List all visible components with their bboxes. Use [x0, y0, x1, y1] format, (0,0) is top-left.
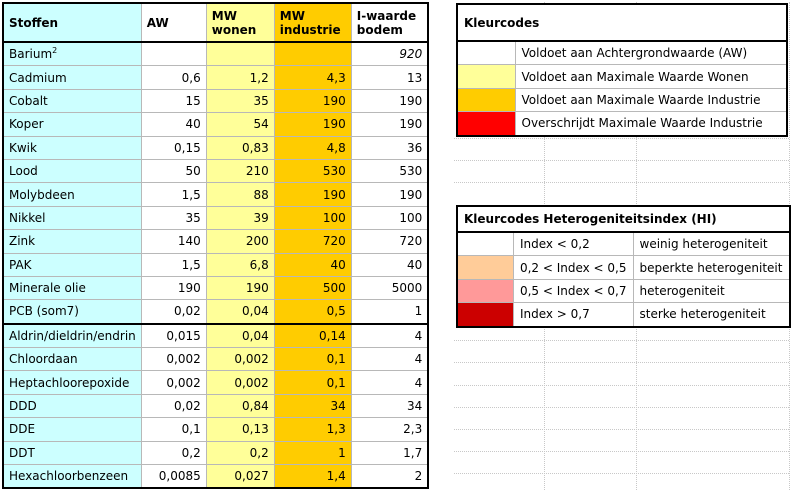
aw-value-text: 1,5	[181, 187, 201, 202]
aw-value	[141, 300, 206, 324]
mw-wonen-value-text: 0,2	[249, 445, 269, 460]
header-mw-wonen-line1: MW	[211, 8, 237, 23]
stof-name-text: DDD	[9, 399, 37, 414]
aw-value-text: 1,5	[181, 257, 201, 272]
mw-wonen-value	[206, 441, 274, 464]
mw-wonen-value	[206, 276, 274, 299]
mw-wonen-value	[206, 465, 274, 489]
aw-value	[141, 348, 206, 371]
table-row	[3, 253, 428, 276]
grid-line	[454, 362, 789, 363]
mw-wonen-value-text: 190	[245, 281, 269, 296]
stof-name	[3, 89, 141, 112]
header-aw: AW	[141, 3, 206, 42]
stof-name	[3, 159, 141, 182]
aw-value-text: 0,002	[166, 352, 201, 367]
aw-value	[141, 113, 206, 136]
table-row	[3, 66, 428, 89]
table-row	[3, 394, 428, 417]
stof-name-text: Barium	[9, 47, 53, 62]
mw-industrie-value-text: 500	[322, 281, 346, 296]
aw-value	[141, 230, 206, 253]
header-i-waarde-bodem	[351, 3, 428, 42]
mw-wonen-value-text: 0,84	[242, 399, 269, 414]
kleurcodes-title: Kleurcodes	[457, 4, 787, 41]
stof-name-text: DDT	[9, 445, 35, 460]
hi-label: beperkte heterogeniteit	[633, 256, 790, 279]
i-waarde-value-text: 36	[406, 140, 423, 155]
footnote-marker: 2	[52, 46, 58, 56]
mw-wonen-value-text: 0,027	[234, 469, 269, 484]
aw-value-text: 0,02	[174, 304, 201, 319]
aw-value	[141, 465, 206, 489]
kleurcodes-title-row	[457, 4, 787, 41]
aw-value	[141, 89, 206, 112]
mw-industrie-value-text: 40	[330, 257, 346, 272]
i-waarde-value-text: 5000	[391, 281, 423, 296]
hi-legend-row	[457, 256, 790, 279]
mw-industrie-value	[274, 371, 351, 394]
table-row	[3, 465, 428, 489]
aw-value	[141, 42, 206, 66]
stof-name	[3, 253, 141, 276]
table-row	[3, 371, 428, 394]
i-waarde-value	[351, 206, 428, 229]
color-swatch	[457, 88, 515, 111]
stof-name	[3, 300, 141, 324]
mw-industrie-value-text: 100	[322, 210, 346, 225]
header-mw-wonen	[206, 3, 274, 42]
mw-industrie-value-text: 530	[322, 164, 346, 179]
mw-wonen-value	[206, 230, 274, 253]
stof-name-text: Lood	[9, 164, 38, 179]
i-waarde-value-text: 13	[406, 70, 423, 85]
mw-industrie-value-text: 0,1	[326, 375, 346, 390]
i-waarde-value-text: 4	[414, 328, 423, 343]
i-waarde-value	[351, 159, 428, 182]
i-waarde-value	[351, 253, 428, 276]
stof-name-text: DDE	[9, 422, 36, 437]
mw-wonen-value-text: 0,83	[242, 140, 269, 155]
mw-wonen-value-text: 54	[253, 117, 269, 132]
table-row	[3, 89, 428, 112]
i-waarde-value	[351, 441, 428, 464]
i-waarde-value	[351, 66, 428, 89]
mw-industrie-value-text: 1,3	[326, 422, 346, 437]
i-waarde-value-text: 100	[399, 210, 423, 225]
mw-wonen-value	[206, 42, 274, 66]
mw-industrie-value-text: 190	[322, 117, 346, 132]
aw-value	[141, 371, 206, 394]
mw-wonen-value-text: 1,2	[249, 70, 269, 85]
mw-wonen-value-text: 0,002	[234, 352, 269, 367]
aw-value-text: 40	[185, 117, 201, 132]
mw-wonen-value-text: 210	[245, 164, 269, 179]
table-row	[3, 230, 428, 253]
stof-name-text: Nikkel	[9, 210, 46, 225]
color-swatch	[457, 112, 515, 136]
i-waarde-value-text: 920	[399, 47, 423, 62]
i-waarde-value-text: 2	[414, 469, 423, 484]
kleurcodes-legend	[456, 3, 788, 137]
mw-wonen-value	[206, 348, 274, 371]
stof-name	[3, 136, 141, 159]
header-stoffen: Stoffen	[3, 3, 141, 42]
aw-value-text: 50	[185, 164, 201, 179]
stof-name	[3, 465, 141, 489]
color-swatch	[457, 232, 513, 256]
mw-industrie-value-text: 190	[322, 93, 346, 108]
mw-industrie-value	[274, 394, 351, 417]
stof-name-text: Aldrin/dieldrin/endrin	[9, 328, 136, 343]
i-waarde-value	[351, 113, 428, 136]
mw-wonen-value-text: 88	[253, 187, 269, 202]
mw-wonen-value-text: 0,13	[242, 422, 269, 437]
aw-value	[141, 418, 206, 441]
legend-row	[457, 88, 787, 111]
header-mw-wonen-line2: wonen	[211, 22, 257, 37]
mw-wonen-value-text: 200	[245, 234, 269, 249]
mw-wonen-value	[206, 159, 274, 182]
aw-value	[141, 441, 206, 464]
color-swatch	[457, 65, 515, 88]
hi-label: sterke heterogeniteit	[633, 303, 790, 327]
legend-label: Voldoet aan Achtergrondwaarde (AW)	[515, 41, 787, 65]
stoffen-table	[2, 2, 429, 489]
grid-line	[454, 160, 789, 161]
stof-name-text: PCB (som7)	[9, 304, 79, 319]
grid-line	[454, 138, 789, 139]
mw-industrie-value	[274, 136, 351, 159]
mw-wonen-value	[206, 206, 274, 229]
stof-name	[3, 348, 141, 371]
legend-row	[457, 41, 787, 65]
aw-value-text: 0,6	[181, 70, 201, 85]
mw-wonen-value-text: 39	[253, 210, 269, 225]
i-waarde-value-text: 40	[406, 257, 423, 272]
i-waarde-value-text: 190	[399, 187, 423, 202]
stof-name	[3, 324, 141, 348]
grid-line	[454, 182, 789, 183]
aw-value-text: 0,015	[166, 328, 201, 343]
stof-name	[3, 42, 141, 66]
aw-value	[141, 66, 206, 89]
hi-label: heterogeniteit	[633, 279, 790, 302]
aw-value	[141, 183, 206, 206]
i-waarde-value-text: 1	[414, 304, 423, 319]
mw-industrie-value	[274, 418, 351, 441]
table-row	[3, 418, 428, 441]
stof-name-text: Hexachloorbenzeen	[9, 469, 129, 484]
i-waarde-value	[351, 324, 428, 348]
hi-legend-row	[457, 303, 790, 327]
mw-industrie-value-text: 0,1	[326, 352, 346, 367]
header-row	[3, 3, 428, 42]
color-swatch	[457, 279, 513, 302]
table-row	[3, 42, 428, 66]
hi-label: weinig heterogeniteit	[633, 232, 790, 256]
hi-title-row	[457, 206, 790, 232]
stof-name	[3, 276, 141, 299]
aw-value	[141, 253, 206, 276]
table-row	[3, 441, 428, 464]
hi-legend	[456, 205, 791, 328]
aw-value-text: 35	[185, 210, 201, 225]
hi-legend-row	[457, 279, 790, 302]
stof-name-text: Koper	[9, 117, 44, 132]
legend-row	[457, 112, 787, 136]
mw-wonen-value	[206, 253, 274, 276]
header-mw-industrie-line2: industrie	[279, 22, 341, 37]
mw-wonen-value	[206, 66, 274, 89]
color-swatch	[457, 41, 515, 65]
mw-industrie-value	[274, 300, 351, 324]
i-waarde-value-text: 720	[399, 234, 423, 249]
stof-name	[3, 183, 141, 206]
header-mw-industrie	[274, 3, 351, 42]
mw-wonen-value-text: 0,002	[234, 375, 269, 390]
mw-wonen-value	[206, 371, 274, 394]
i-waarde-value	[351, 89, 428, 112]
mw-industrie-value	[274, 206, 351, 229]
i-waarde-value-text: 34	[406, 399, 423, 414]
mw-industrie-value-text: 1	[338, 445, 346, 460]
grid-line	[454, 340, 789, 341]
mw-industrie-value-text: 4,8	[326, 140, 346, 155]
mw-industrie-value-text: 34	[330, 399, 346, 414]
stof-name-text: Molybdeen	[9, 187, 75, 202]
mw-industrie-value	[274, 230, 351, 253]
aw-value-text: 0,2	[181, 445, 201, 460]
mw-wonen-value	[206, 300, 274, 324]
aw-value-text: 140	[177, 234, 201, 249]
i-waarde-value	[351, 394, 428, 417]
legend-label: Voldoet aan Maximale Waarde Industrie	[515, 88, 787, 111]
color-swatch	[457, 256, 513, 279]
aw-value	[141, 394, 206, 417]
stof-name	[3, 66, 141, 89]
mw-wonen-value-text: 0,04	[242, 328, 269, 343]
i-waarde-value	[351, 276, 428, 299]
i-waarde-value-text: 530	[399, 164, 423, 179]
mw-industrie-value	[274, 183, 351, 206]
mw-industrie-value	[274, 113, 351, 136]
mw-industrie-value	[274, 253, 351, 276]
mw-industrie-value	[274, 441, 351, 464]
table-row	[3, 159, 428, 182]
mw-industrie-value	[274, 89, 351, 112]
mw-industrie-value	[274, 324, 351, 348]
hi-legend-row	[457, 232, 790, 256]
mw-industrie-value-text: 1,4	[326, 469, 346, 484]
i-waarde-value-text: 1,7	[403, 445, 423, 460]
i-waarde-value-text: 4	[414, 352, 423, 367]
aw-value-text: 0,1	[181, 422, 201, 437]
i-waarde-value-text: 190	[399, 93, 423, 108]
i-waarde-value-text: 190	[399, 117, 423, 132]
mw-wonen-value	[206, 89, 274, 112]
grid-line	[454, 451, 789, 452]
aw-value-text: 0,002	[166, 375, 201, 390]
i-waarde-value	[351, 418, 428, 441]
mw-wonen-value	[206, 136, 274, 159]
mw-industrie-value	[274, 42, 351, 66]
i-waarde-value	[351, 42, 428, 66]
stof-name-text: Chloordaan	[9, 352, 78, 367]
i-waarde-value	[351, 465, 428, 489]
i-waarde-value-text: 4	[414, 375, 423, 390]
i-waarde-value	[351, 230, 428, 253]
legend-label: Overschrijdt Maximale Waarde Industrie	[515, 112, 787, 136]
mw-wonen-value	[206, 394, 274, 417]
i-waarde-value-text: 2,3	[403, 422, 423, 437]
stof-name	[3, 206, 141, 229]
stof-name-text: Cadmium	[9, 70, 67, 85]
header-i-waarde-line2: bodem	[356, 22, 403, 37]
stof-name-text: Cobalt	[9, 93, 48, 108]
table-row	[3, 300, 428, 324]
table-row	[3, 276, 428, 299]
grid-line	[454, 429, 789, 430]
aw-value	[141, 206, 206, 229]
i-waarde-value	[351, 300, 428, 324]
color-swatch	[457, 303, 513, 327]
mw-industrie-value	[274, 465, 351, 489]
i-waarde-value	[351, 136, 428, 159]
mw-industrie-value-text: 0,14	[319, 328, 346, 343]
legend-label: Voldoet aan Maximale Waarde Wonen	[515, 65, 787, 88]
stof-name	[3, 230, 141, 253]
table-row	[3, 136, 428, 159]
mw-industrie-value-text: 720	[322, 234, 346, 249]
mw-wonen-value-text: 0,04	[242, 304, 269, 319]
stof-name-text: Heptachloorepoxide	[9, 375, 130, 390]
aw-value	[141, 136, 206, 159]
aw-value-text: 0,0085	[158, 469, 201, 484]
table-row	[3, 113, 428, 136]
mw-industrie-value	[274, 348, 351, 371]
mw-industrie-value	[274, 66, 351, 89]
mw-wonen-value	[206, 183, 274, 206]
mw-wonen-value	[206, 418, 274, 441]
stof-name	[3, 394, 141, 417]
mw-industrie-value-text: 190	[322, 187, 346, 202]
aw-value	[141, 159, 206, 182]
hi-range: Index < 0,2	[513, 232, 633, 256]
mw-wonen-value	[206, 113, 274, 136]
header-i-waarde-line1: I-waarde	[356, 8, 417, 23]
mw-wonen-value	[206, 324, 274, 348]
aw-value-text: 15	[185, 93, 201, 108]
mw-industrie-value-text: 4,3	[326, 70, 346, 85]
stof-name-text: Minerale olie	[9, 281, 86, 296]
stof-name-text: PAK	[9, 257, 32, 272]
mw-industrie-value	[274, 276, 351, 299]
aw-value-text: 0,02	[174, 399, 201, 414]
stof-name	[3, 113, 141, 136]
table-row	[3, 324, 428, 348]
stof-name-text: Kwik	[9, 140, 37, 155]
i-waarde-value	[351, 371, 428, 394]
mw-wonen-value-text: 6,8	[249, 257, 269, 272]
stof-name	[3, 441, 141, 464]
stof-name-text: Zink	[9, 234, 36, 249]
table-row	[3, 348, 428, 371]
hi-title: Kleurcodes Heterogeniteitsindex (HI)	[457, 206, 790, 232]
grid-line	[454, 385, 789, 386]
aw-value-text: 190	[177, 281, 201, 296]
aw-value	[141, 276, 206, 299]
mw-industrie-value-text: 0,5	[326, 304, 346, 319]
header-mw-industrie-line1: MW	[279, 8, 305, 23]
stof-name	[3, 418, 141, 441]
mw-industrie-value	[274, 159, 351, 182]
legend-row	[457, 65, 787, 88]
hi-range: 0,5 < Index < 0,7	[513, 279, 633, 302]
table-row	[3, 183, 428, 206]
aw-value	[141, 324, 206, 348]
i-waarde-value	[351, 348, 428, 371]
stof-name	[3, 371, 141, 394]
aw-value-text: 0,15	[174, 140, 201, 155]
hi-range: Index > 0,7	[513, 303, 633, 327]
i-waarde-value	[351, 183, 428, 206]
mw-wonen-value-text: 35	[253, 93, 269, 108]
table-row	[3, 206, 428, 229]
grid-line	[454, 473, 789, 474]
grid-line	[454, 407, 789, 408]
hi-range: 0,2 < Index < 0,5	[513, 256, 633, 279]
